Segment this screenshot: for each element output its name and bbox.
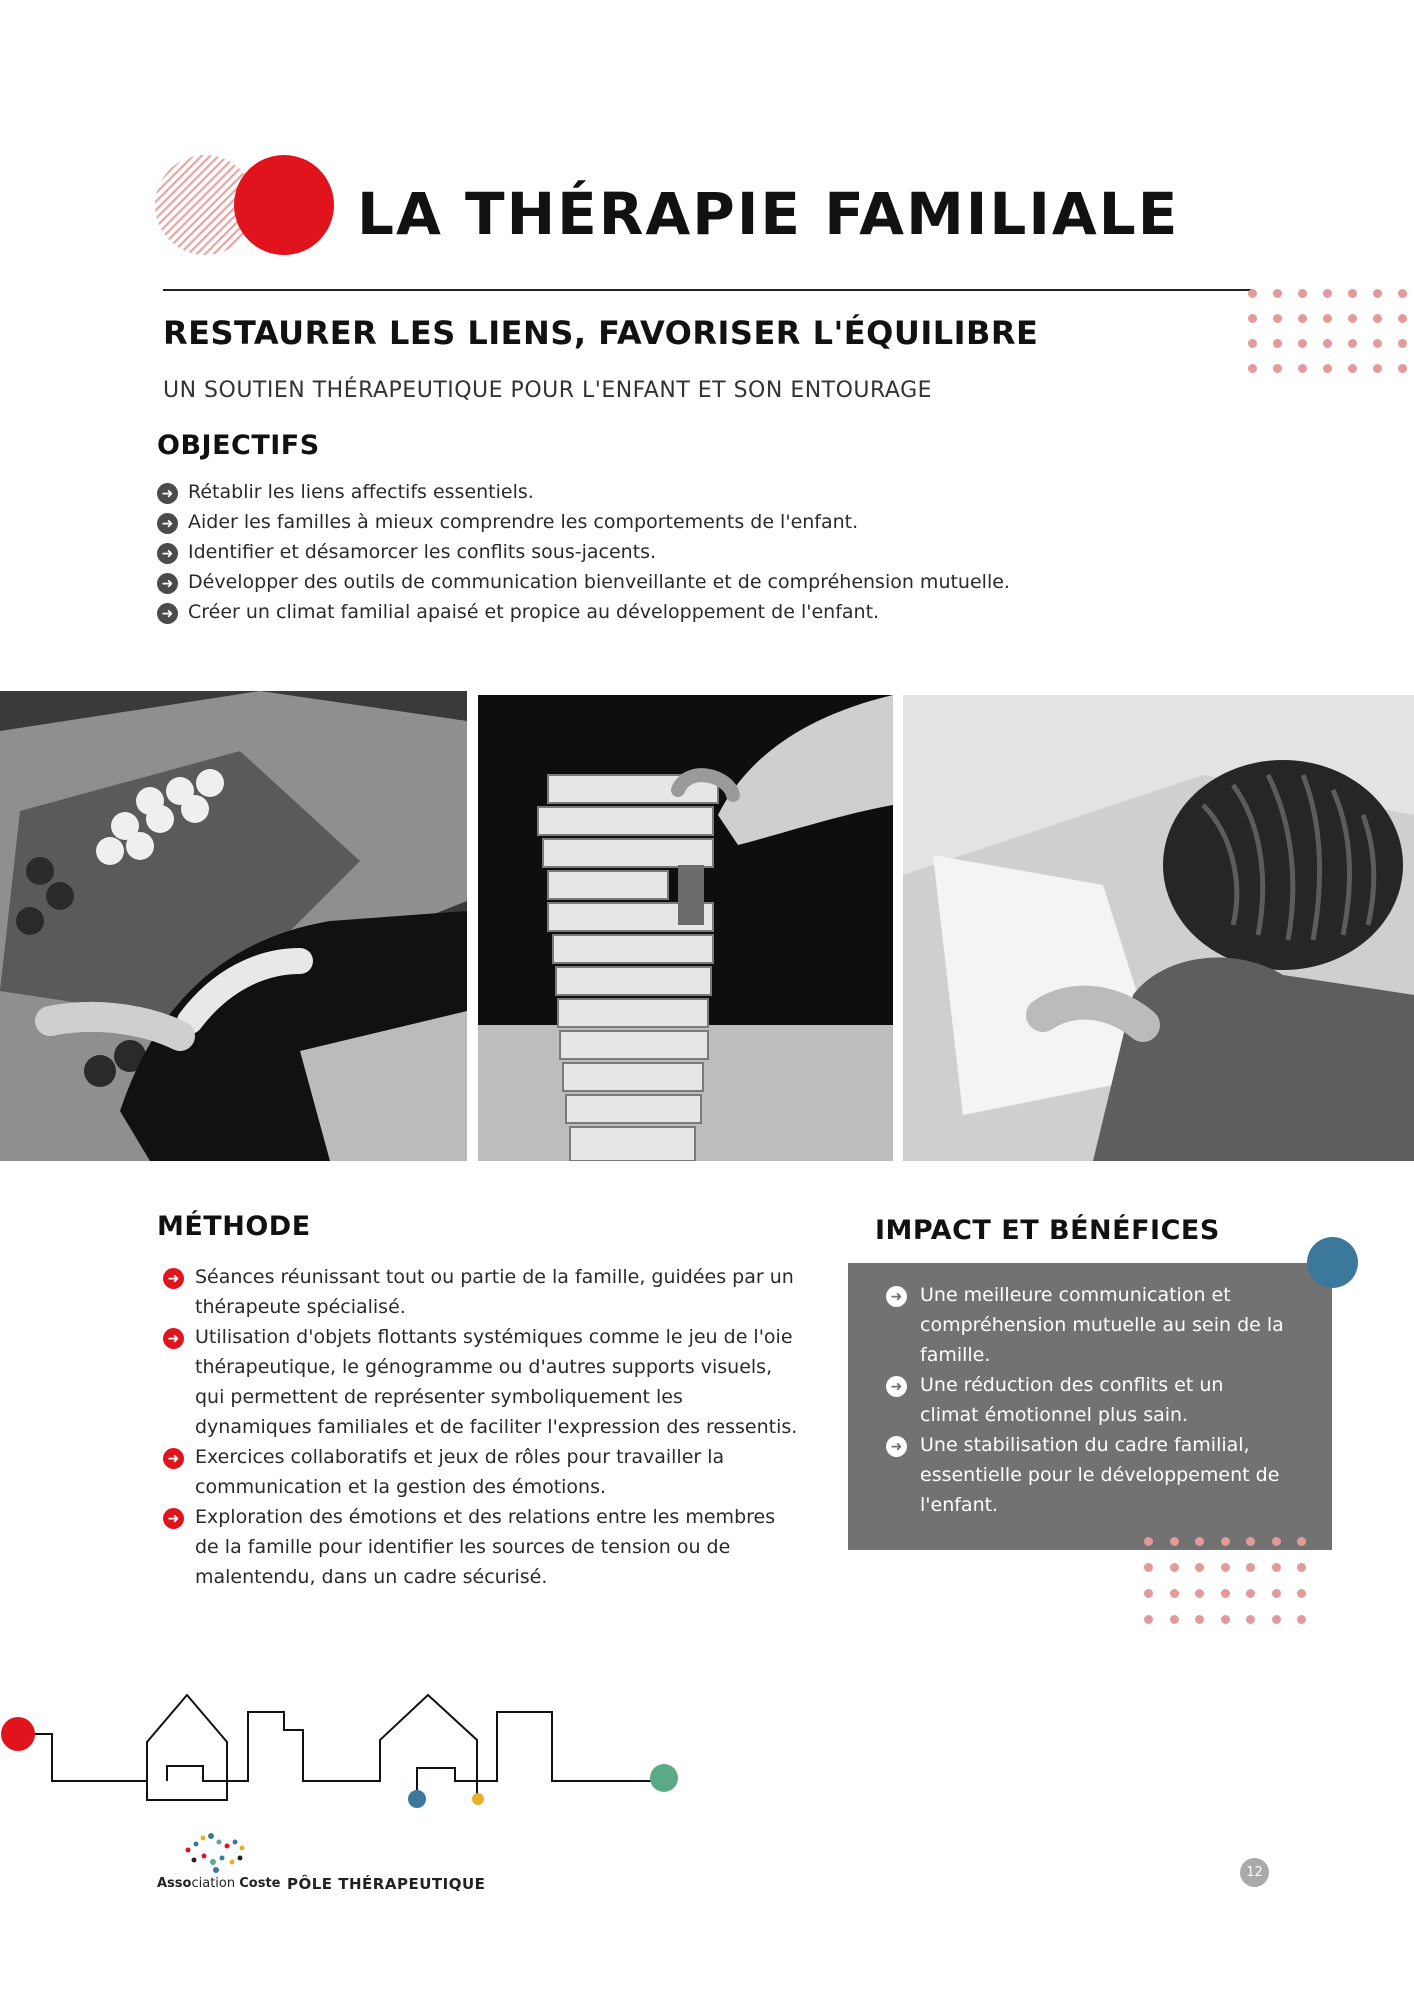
page-number: 12 xyxy=(1240,1858,1269,1887)
list-item: ➜ Une réduction des conflits et un climat émotionnel plus sain. xyxy=(886,1370,1286,1430)
decorative-dot xyxy=(1221,1615,1230,1624)
decorative-dot xyxy=(1398,289,1407,298)
decorative-dot xyxy=(1273,314,1282,323)
decorative-dot xyxy=(1272,1563,1281,1572)
decorative-dot xyxy=(1221,1537,1230,1546)
decorative-dot xyxy=(1297,1589,1306,1598)
decorative-dot xyxy=(1195,1563,1204,1572)
association-logo-icon xyxy=(180,1832,250,1874)
arrow-right-circle-icon: ➜ xyxy=(163,1448,184,1469)
decorative-dot xyxy=(1248,314,1257,323)
decorative-dot-grid xyxy=(1144,1537,1306,1624)
decorative-dot xyxy=(1246,1615,1255,1624)
decorative-dot xyxy=(1273,289,1282,298)
decorative-dot xyxy=(1144,1537,1153,1546)
decorative-dot xyxy=(1221,1589,1230,1598)
decorative-dot xyxy=(1144,1589,1153,1598)
decorative-dot xyxy=(1248,289,1257,298)
list-item: ➜ Séances réunissant tout ou partie de la famille, guidées par un thérapeute spécialisé. xyxy=(163,1262,803,1322)
decorative-dot xyxy=(1373,339,1382,348)
decorative-dot xyxy=(1323,339,1332,348)
title-decoration-circles-icon xyxy=(155,150,345,260)
decorative-dot xyxy=(1323,314,1332,323)
decorative-dot xyxy=(1298,314,1307,323)
arrow-right-circle-icon: ➜ xyxy=(157,513,178,534)
decorative-dot xyxy=(1246,1563,1255,1572)
arrow-right-circle-icon: ➜ xyxy=(157,543,178,564)
decorative-dot xyxy=(1373,364,1382,373)
list-item: ➜ Développer des outils de communication bienveillante et de compréhension mutuelle. xyxy=(157,567,1057,597)
arrow-right-circle-icon: ➜ xyxy=(157,573,178,594)
list-item: ➜ Une stabilisation du cadre familial, essentielle pour le développement de l'enfant. xyxy=(886,1430,1286,1520)
list-item: ➜ Exercices collaboratifs et jeux de rôles pour travailler la communication et la gestion des émotions. xyxy=(163,1442,803,1502)
decorative-dot xyxy=(1323,364,1332,373)
page-tagline: UN SOUTIEN THÉRAPEUTIQUE POUR L'ENFANT ET SON ENTOURAGE xyxy=(163,378,933,403)
footer-pole-label: PÔLE THÉRAPEUTIQUE xyxy=(287,1875,486,1893)
arrow-right-circle-icon: ➜ xyxy=(886,1436,907,1457)
list-item: ➜ Une meilleure communication et compréhension mutuelle au sein de la famille. xyxy=(886,1280,1286,1370)
decorative-dot xyxy=(1170,1563,1179,1572)
list-item: ➜ Aider les familles à mieux comprendre les comportements de l'enfant. xyxy=(157,507,1057,537)
decorative-dot xyxy=(1246,1589,1255,1598)
decorative-dot xyxy=(1348,364,1357,373)
decorative-dot xyxy=(1195,1589,1204,1598)
house-line-illustration-icon xyxy=(0,1680,700,1820)
title-divider xyxy=(163,289,1251,291)
decorative-dot xyxy=(1272,1589,1281,1598)
decorative-dot xyxy=(1144,1615,1153,1624)
list-item: ➜ Utilisation d'objets flottants systémiques comme le jeu de l'oie thérapeutique, le génogramme ou d'autres supports visuels, qui permettent de représenter symboliquement les dynamiques familiales et de faciliter l'expression des ressentis. xyxy=(163,1322,803,1442)
decorative-dot xyxy=(1398,339,1407,348)
decorative-dot xyxy=(1348,339,1357,348)
decorative-dot xyxy=(1273,364,1282,373)
list-item: ➜ Identifier et désamorcer les conflits sous-jacents. xyxy=(157,537,1057,567)
arrow-right-circle-icon: ➜ xyxy=(163,1268,184,1289)
impact-heading: IMPACT ET BÉNÉFICES xyxy=(875,1215,1220,1246)
decorative-dot xyxy=(1170,1615,1179,1624)
arrow-right-circle-icon: ➜ xyxy=(163,1328,184,1349)
footer-organization: Association Coste xyxy=(157,1876,281,1891)
decorative-dot xyxy=(1298,289,1307,298)
decorative-dot xyxy=(1195,1537,1204,1546)
photo-board-game xyxy=(0,691,467,1161)
decorative-dot xyxy=(1170,1537,1179,1546)
decorative-dot xyxy=(1373,289,1382,298)
decorative-dot xyxy=(1298,339,1307,348)
decorative-dot xyxy=(1348,314,1357,323)
decorative-dot xyxy=(1297,1615,1306,1624)
arrow-right-circle-icon: ➜ xyxy=(163,1508,184,1529)
decorative-dot xyxy=(1170,1589,1179,1598)
objectifs-list xyxy=(157,477,1057,627)
decorative-dot-grid xyxy=(1248,289,1407,373)
decorative-dot xyxy=(1373,314,1382,323)
decorative-dot xyxy=(1248,339,1257,348)
page-title: LA THÉRAPIE FAMILIALE xyxy=(357,180,1180,248)
decorative-dot xyxy=(1298,364,1307,373)
methode-list xyxy=(163,1262,803,1592)
decorative-blue-dot xyxy=(1307,1237,1358,1288)
decorative-dot xyxy=(1248,364,1257,373)
list-item: ➜ Créer un climat familial apaisé et propice au développement de l'enfant. xyxy=(157,597,1057,627)
decorative-dot xyxy=(1297,1537,1306,1546)
arrow-right-circle-icon: ➜ xyxy=(886,1376,907,1397)
decorative-dot xyxy=(1246,1537,1255,1546)
decorative-dot xyxy=(1323,289,1332,298)
decorative-dot xyxy=(1272,1537,1281,1546)
list-item: ➜ Rétablir les liens affectifs essentiels. xyxy=(157,477,1057,507)
photo-block-tower xyxy=(478,695,893,1161)
decorative-dot xyxy=(1297,1563,1306,1572)
arrow-right-circle-icon: ➜ xyxy=(157,483,178,504)
decorative-dot xyxy=(1144,1563,1153,1572)
decorative-dot xyxy=(1195,1615,1204,1624)
decorative-dot xyxy=(1273,339,1282,348)
decorative-dot xyxy=(1272,1615,1281,1624)
photo-child-drawing xyxy=(903,695,1414,1161)
methode-heading: MÉTHODE xyxy=(157,1211,311,1242)
decorative-dot xyxy=(1398,364,1407,373)
impact-list xyxy=(886,1280,1286,1520)
decorative-dot xyxy=(1348,289,1357,298)
objectifs-heading: OBJECTIFS xyxy=(157,430,320,461)
page-subtitle: RESTAURER LES LIENS, FAVORISER L'ÉQUILIBRE xyxy=(163,314,1039,352)
arrow-right-circle-icon: ➜ xyxy=(886,1286,907,1307)
arrow-right-circle-icon: ➜ xyxy=(157,603,178,624)
decorative-dot xyxy=(1398,314,1407,323)
list-item: ➜ Exploration des émotions et des relations entre les membres de la famille pour identifier les sources de tension ou de malentendu, dans un cadre sécurisé. xyxy=(163,1502,803,1592)
decorative-dot xyxy=(1221,1563,1230,1572)
